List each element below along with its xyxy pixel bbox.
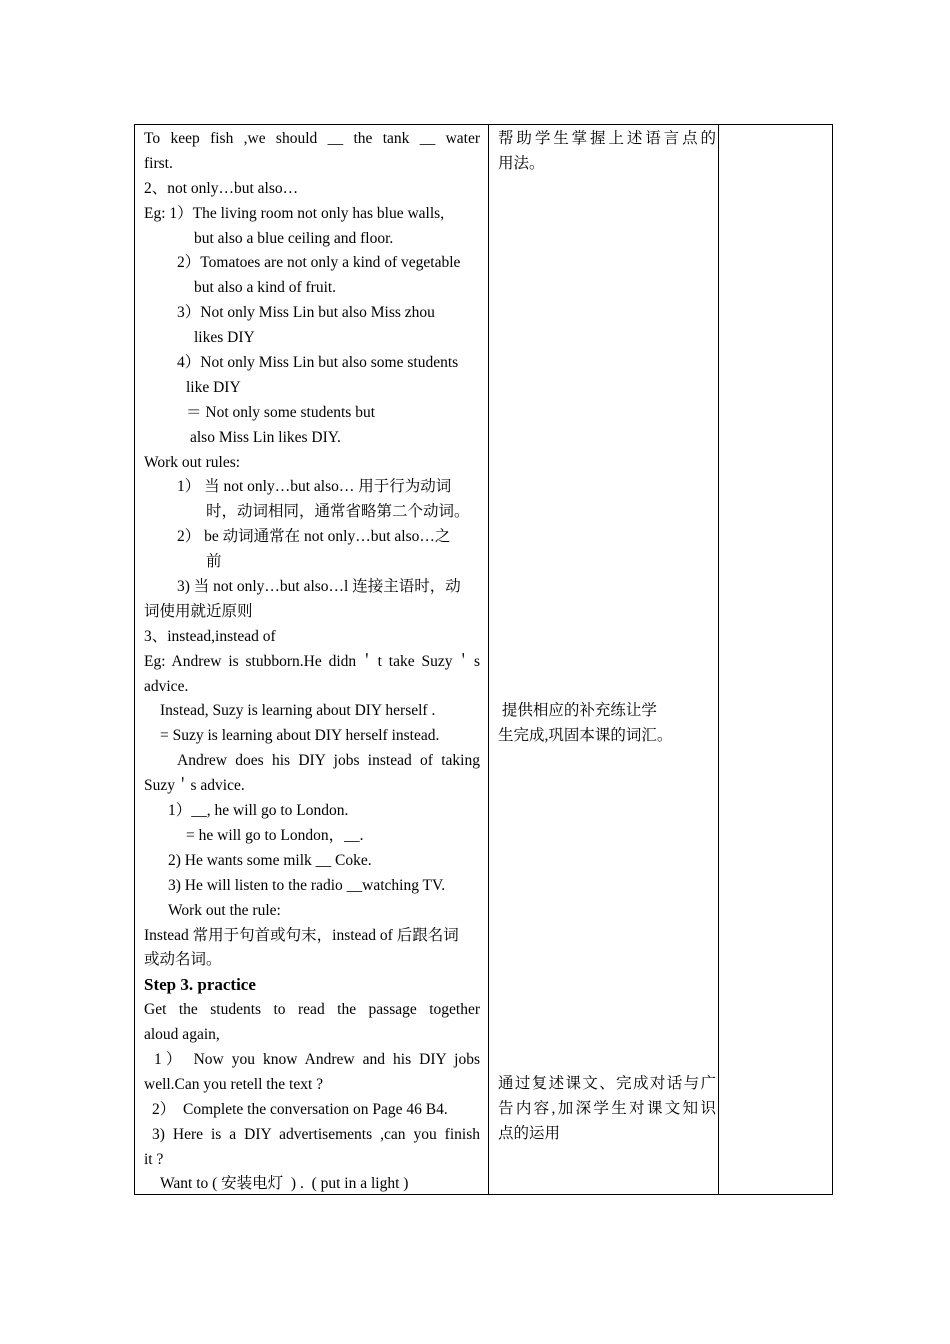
content-line: also Miss Lin likes DIY. [190,428,341,446]
content-line: Get the students to read the passage together [144,1001,480,1019]
content-line: 3) He will listen to the radio __watching TV. [168,876,446,894]
content-line: well.Can you retell the text ? [144,1075,324,1093]
content-line: advice. [144,677,189,695]
content-line: To keep fish ,we should __ the tank __ water [144,130,480,147]
lesson-plan-table [134,124,833,1195]
content-line: likes DIY [194,329,255,347]
content-line: Instead 常用于句首或句末，instead of 后跟名词 [144,926,459,944]
content-line: but also a blue ceiling and floor. [194,229,394,247]
note-line: 提供相应的补充练让学 [498,702,657,719]
note-line: 生完成,巩固本课的词汇。 [498,726,673,744]
content-line: it ? [144,1150,164,1168]
content-line: 前 [206,553,222,571]
content-line: 1） Now you know Andrew and his DIY jobs [154,1050,480,1068]
teaching-content-cell [144,127,480,1197]
content-line: = he will go to London，__. [186,826,364,844]
content-line: Work out rules: [144,453,241,471]
content-line: Instead, Suzy is learning about DIY herself . [160,702,436,720]
content-line: 3、instead,instead of [144,627,276,645]
content-line: 3) Here is a DIY advertisements ,can you finish [152,1125,480,1143]
note-line: 通过复述课文、完成对话与广 [498,1075,716,1092]
note-line: 用法。 [498,154,545,172]
content-line: Eg: Andrew is stubborn.He didn＇t take Suzy＇s [144,652,480,670]
content-line: Eg: 1）The living room not only has blue walls, [144,204,445,222]
content-line: like DIY [186,378,241,396]
content-line: 4）Not only Miss Lin but also some students [177,354,459,372]
content-line: Suzy＇s advice. [144,777,245,795]
content-line: = Suzy is learning about DIY herself instead. [160,727,440,745]
content-line: Work out the rule: [168,901,281,919]
content-line: but also a kind of fruit. [194,279,337,297]
step-heading: Step 3. practice [144,975,256,995]
purpose-note-grammar [498,127,716,177]
content-line: 时，动词相同，通常省略第二个动词。 [206,503,470,521]
content-line: 2） be 动词通常在 not only…but also…之 [177,528,451,546]
content-line: 词使用就近原则 [144,602,253,620]
note-line: 点的运用 [498,1124,561,1142]
content-line: 2） Complete the conversation on Page 46 B4. [152,1100,448,1118]
content-line: first. [144,154,173,172]
content-line: 2）Tomatoes are not only a kind of vegetable [177,254,461,272]
content-line: 2、not only…but also… [144,179,299,197]
note-line: 告内容,加深学生对课文知识 [498,1099,716,1117]
note-line: 帮助学生掌握上述语言点的 [498,130,716,147]
content-line: Andrew does his DIY jobs instead of taking [177,752,480,770]
purpose-note-vocabulary [498,699,716,749]
purpose-note-practice [498,1072,716,1147]
content-line: 2) He wants some milk __ Coke. [168,851,372,869]
content-line: 1） 当 not only…but also… 用于行为动词 [177,478,452,496]
content-line: 3) 当 not only…but also…l 连接主语时，动 [177,578,461,596]
content-line: 或动名词。 [144,951,222,969]
remarks-cell [719,125,832,1194]
column-divider [488,125,489,1194]
content-line: 3）Not only Miss Lin but also Miss zhou [177,304,435,322]
content-line: 1）__, he will go to London. [168,802,349,820]
content-line: Want to ( 安装电灯 ) . ( put in a light ) [160,1175,409,1193]
content-line: ＝ Not only some students but [186,403,376,421]
content-line: aloud again, [144,1026,220,1044]
